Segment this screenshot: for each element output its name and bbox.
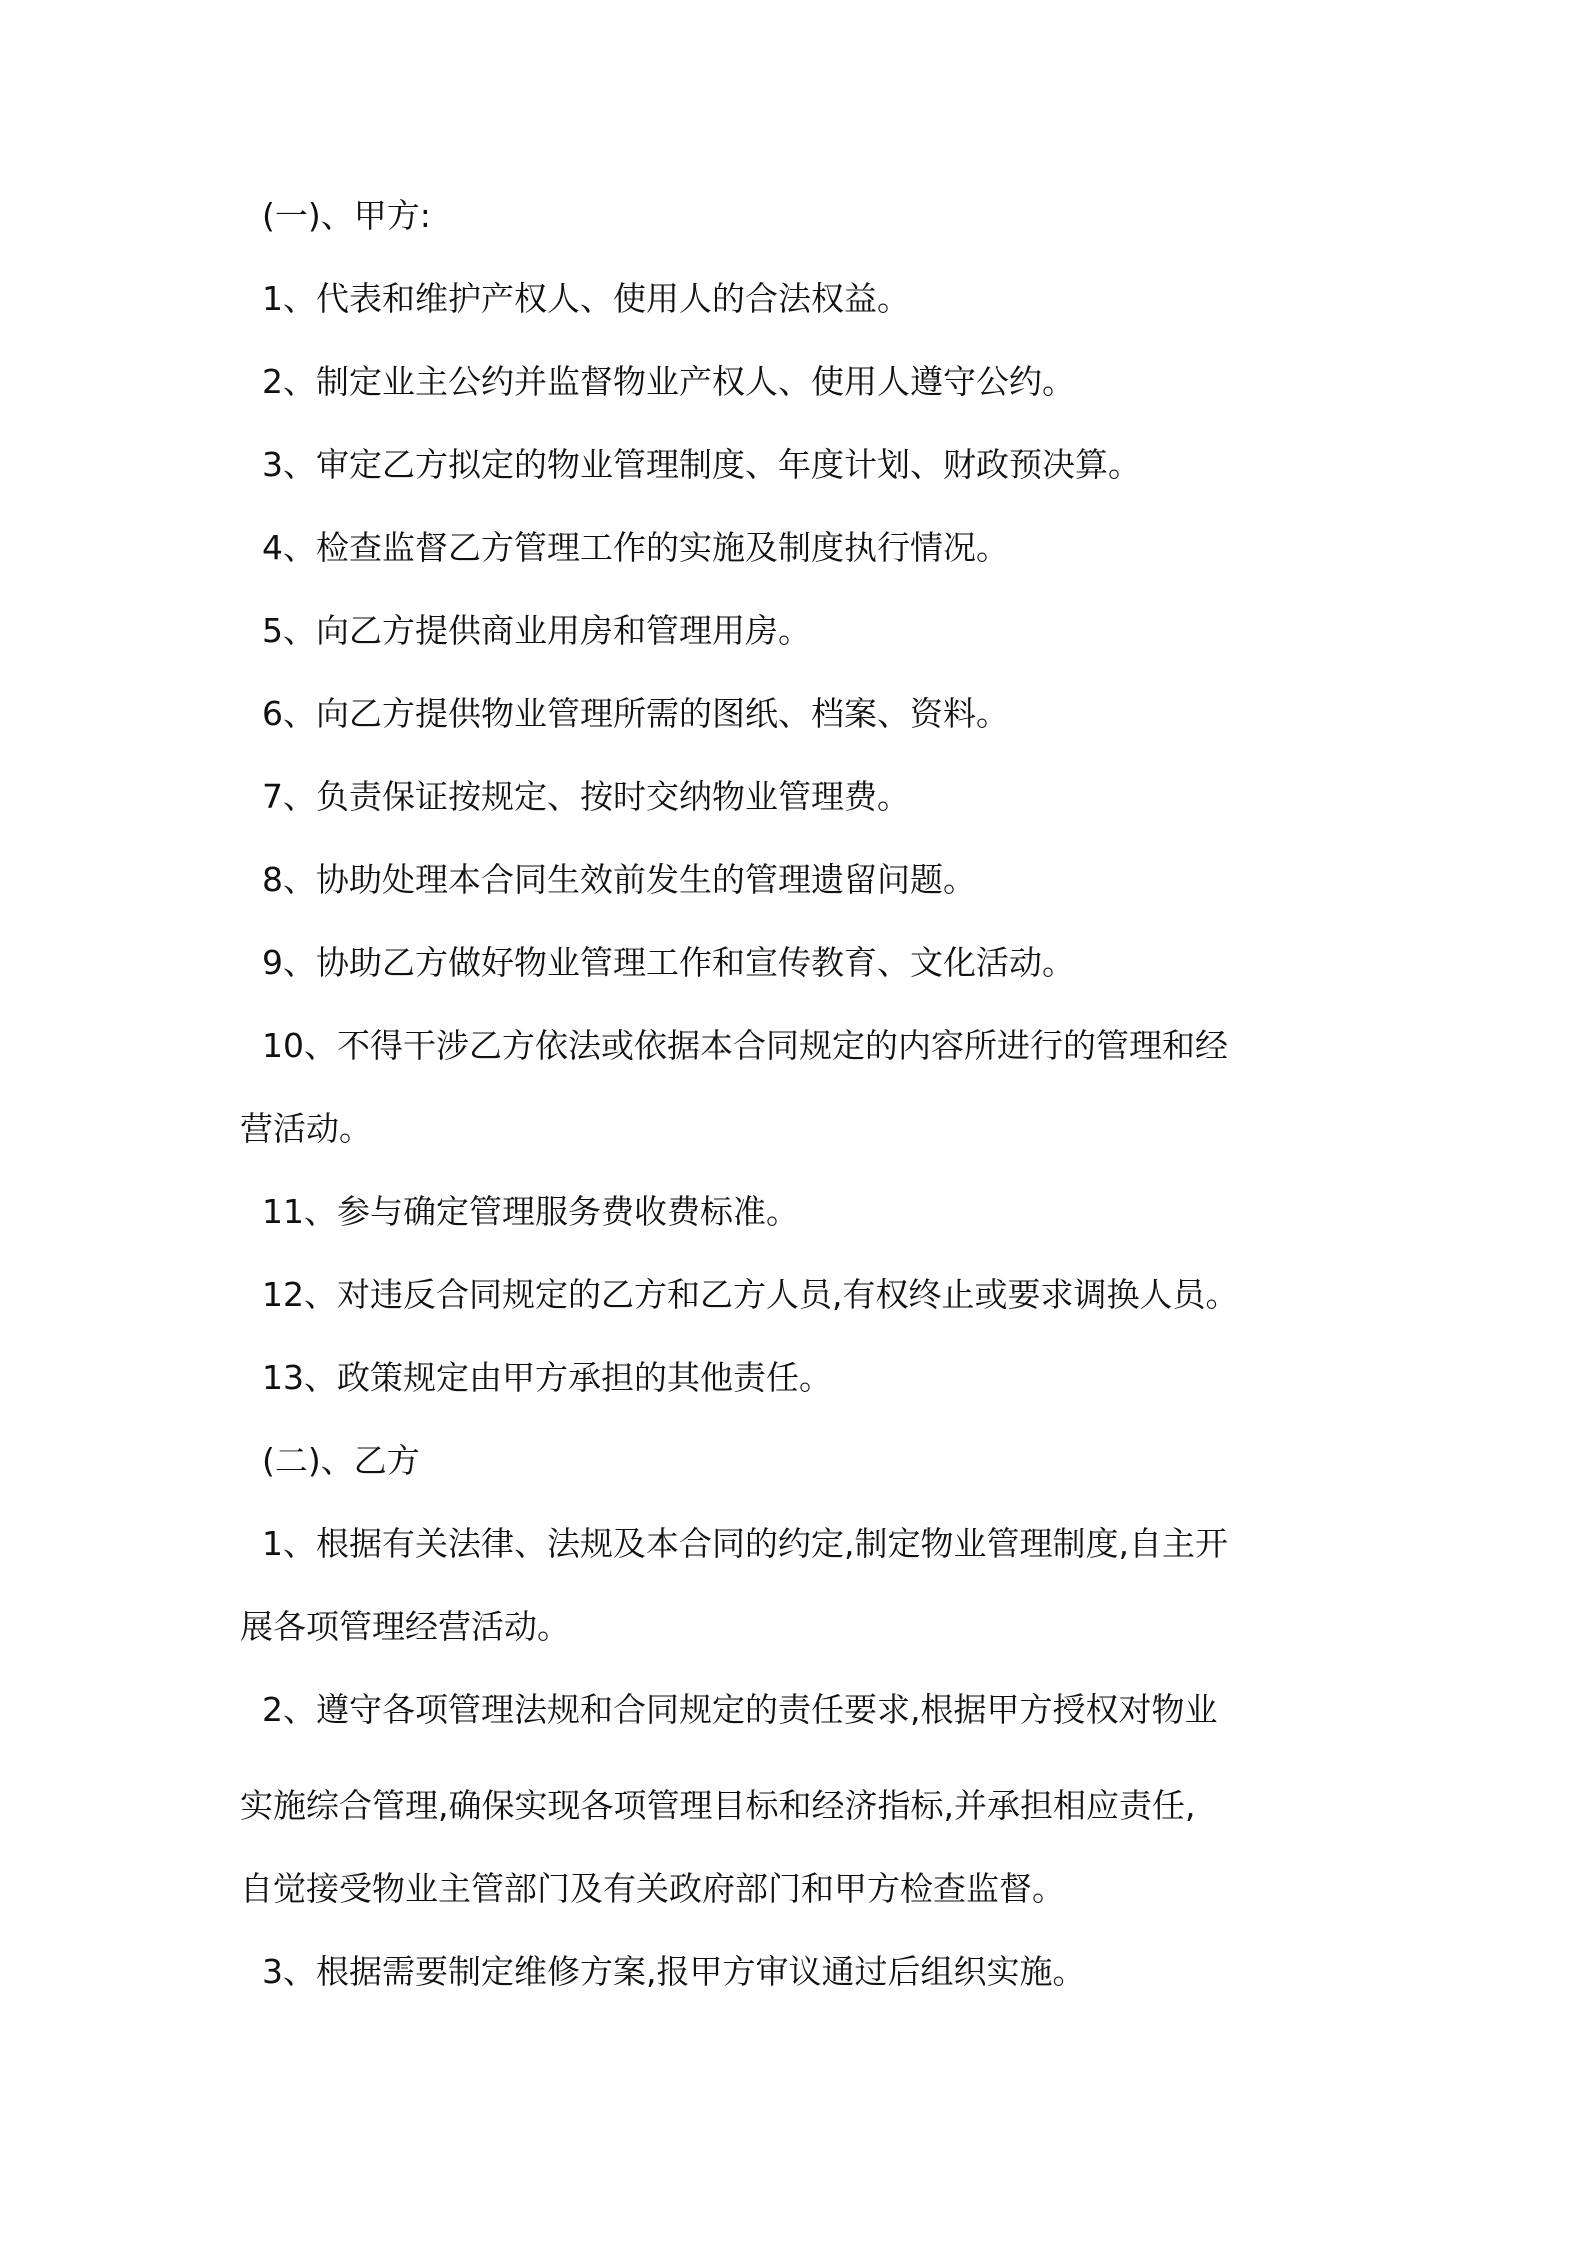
party-a-item-2: 2、制定业主公约并监督物业产权人、使用人遵守公约。 — [262, 362, 1075, 401]
party-a-item-3: 3、审定乙方拟定的物业管理制度、年度计划、财政预决算。 — [262, 445, 1141, 484]
party-a-item-8: 8、协助处理本合同生效前发生的管理遗留问题。 — [262, 860, 976, 899]
section-heading-party-a: (一)、甲方: — [262, 196, 431, 235]
party-b-item-2-line-1: 2、遵守各项管理法规和合同规定的责任要求,根据甲方授权对物业 — [262, 1690, 1218, 1729]
party-a-item-10-line-2: 营活动。 — [240, 1109, 372, 1148]
section-heading-party-b: (二)、乙方 — [262, 1441, 420, 1480]
party-a-item-9: 9、协助乙方做好物业管理工作和宣传教育、文化活动。 — [262, 943, 1075, 982]
party-a-item-7: 7、负责保证按规定、按时交纳物业管理费。 — [262, 777, 910, 816]
party-b-item-1-line-1: 1、根据有关法律、法规及本合同的约定,制定物业管理制度,自主开 — [262, 1524, 1228, 1563]
party-b-item-2-line-2: 实施综合管理,确保实现各项管理目标和经济指标,并承担相应责任, — [240, 1786, 1196, 1825]
party-a-item-10-line-1: 10、不得干涉乙方依法或依据本合同规定的内容所进行的管理和经 — [262, 1026, 1228, 1065]
party-b-item-3: 3、根据需要制定维修方案,报甲方审议通过后组织实施。 — [262, 1952, 1086, 1991]
party-b-item-1-line-2: 展各项管理经营活动。 — [240, 1607, 570, 1646]
document-body — [240, 195, 1360, 2034]
party-a-item-11: 11、参与确定管理服务费收费标准。 — [262, 1192, 799, 1231]
party-b-item-2-line-3: 自觉接受物业主管部门及有关政府部门和甲方检查监督。 — [240, 1869, 1065, 1908]
party-a-item-1: 1、代表和维护产权人、使用人的合法权益。 — [262, 279, 910, 318]
party-a-item-13: 13、政策规定由甲方承担的其他责任。 — [262, 1358, 832, 1397]
party-a-item-5: 5、向乙方提供商业用房和管理用房。 — [262, 611, 811, 650]
party-a-item-12: 12、对违反合同规定的乙方和乙方人员,有权终止或要求调换人员。 — [262, 1275, 1239, 1314]
party-a-item-4: 4、检查监督乙方管理工作的实施及制度执行情况。 — [262, 528, 1009, 567]
party-a-item-6: 6、向乙方提供物业管理所需的图纸、档案、资料。 — [262, 694, 1009, 733]
